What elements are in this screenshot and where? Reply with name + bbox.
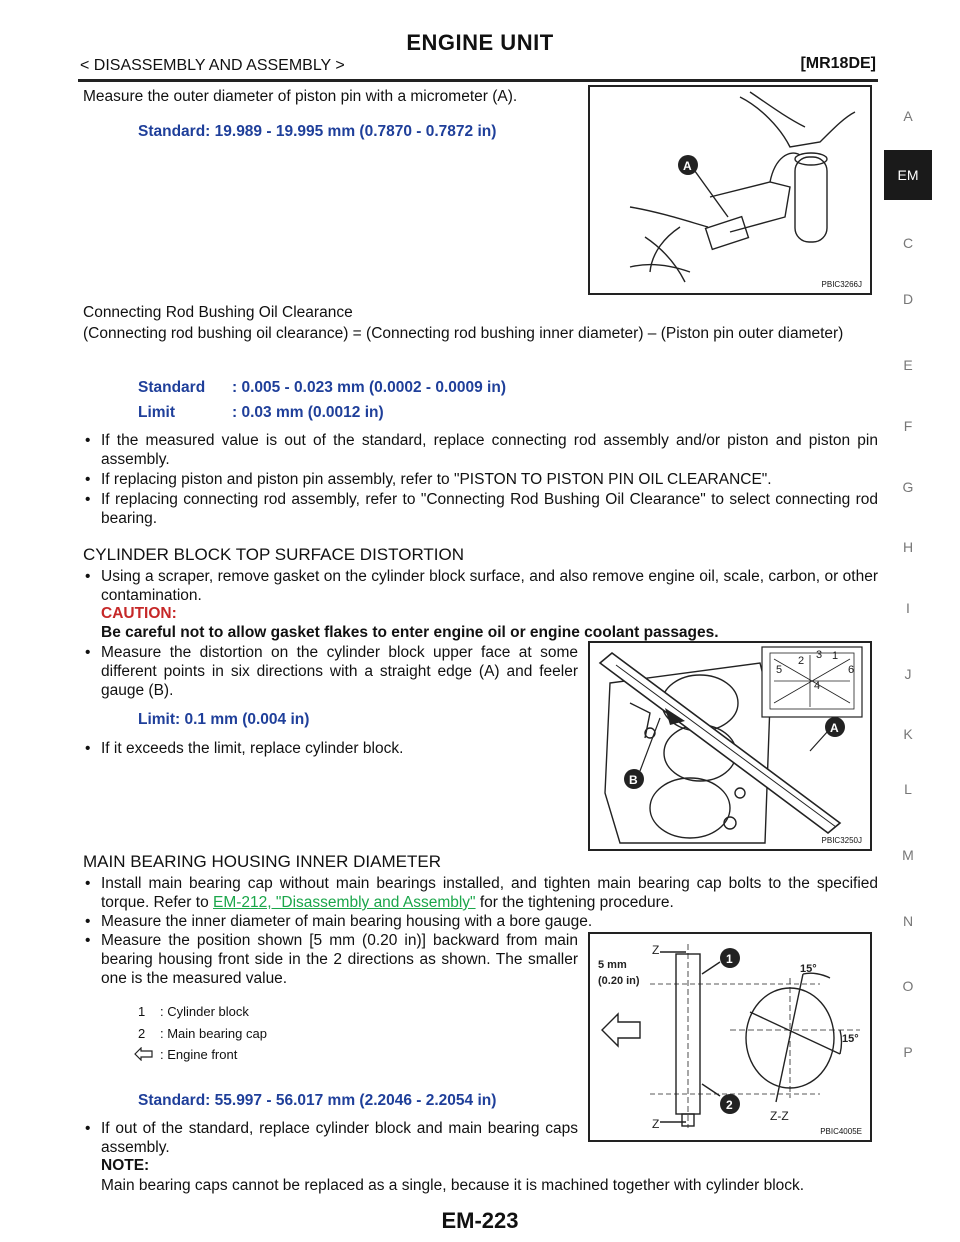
figure-code: PBIC3266J <box>821 280 862 289</box>
list-item: • If the measured value is out of the standard, replace connecting rod assembly and/or piston and piston pin assembly. <box>85 432 878 468</box>
bushing-formula: (Connecting rod bushing oil clearance) = (Connecting rod bushing inner diameter) – (Piston pin outer diameter) <box>83 325 844 342</box>
caution-label: CAUTION: <box>101 605 177 622</box>
figure-label-b: B <box>629 773 638 787</box>
fig-angle-right: 15° <box>842 1033 859 1045</box>
sidebar-item-l[interactable]: L <box>904 781 912 797</box>
fig-angle-top: 15° <box>800 963 817 975</box>
piston-pin-intro: Measure the outer diameter of piston pin with a micrometer (A). <box>83 88 518 105</box>
main-bearing-heading: MAIN BEARING HOUSING INNER DIAMETER <box>83 852 441 871</box>
piston-pin-standard: Standard: 19.989 - 19.995 mm (0.7870 - 0.7872 in) <box>138 123 497 140</box>
legend-row: 2 : Main bearing cap <box>138 1026 267 1041</box>
fig-z-top: Z <box>652 943 660 957</box>
note-text: Main bearing caps cannot be replaced as a single, because it is machined together with cylinder block. <box>101 1177 805 1194</box>
sidebar-item-p[interactable]: P <box>903 1044 913 1060</box>
em-212-link[interactable]: EM-212, "Disassembly and Assembly" <box>213 894 476 911</box>
sidebar-item-i[interactable]: I <box>906 600 910 616</box>
bushing-standard-label: Standard <box>138 379 206 396</box>
caution-text: Be careful not to allow gasket flakes to enter engine oil or engine coolant passages. <box>101 624 719 641</box>
main-bearing-figure <box>588 932 872 1142</box>
note-label: NOTE: <box>101 1157 150 1174</box>
list-item: • Install main bearing cap without main bearings installed, and tighten main bearing cap bolts to the specified torque. Refer to EM-212, "Disassembly and Assembly" for the tightening procedure. <box>85 875 878 911</box>
cylinder-block-illustration <box>590 643 870 849</box>
list-item: • Measure the inner diameter of main bearing housing with a bore gauge. <box>85 913 593 930</box>
list-item: • Measure the distortion on the cylinder block upper face at some different points in six directions with a straight edge (A) and feeler gauge (B). <box>85 644 578 699</box>
fig-dim-1: 5 mm <box>598 959 627 971</box>
sidebar-item-d[interactable]: D <box>902 291 914 307</box>
distortion-heading: CYLINDER BLOCK TOP SURFACE DISTORTION <box>83 545 465 564</box>
sidebar-item-m[interactable]: M <box>902 847 914 863</box>
direction-number: 3 <box>816 649 823 661</box>
page-title: ENGINE UNIT <box>406 30 554 55</box>
list-item: • If out of the standard, replace cylinder block and main bearing caps assembly. <box>85 1120 578 1156</box>
list-item: • Measure the position shown [5 mm (0.20 in)] backward from main bearing housing front side in the 2 directions as shown. The smaller one is the measured value. <box>85 932 578 987</box>
distortion-limit: Limit: 0.1 mm (0.004 in) <box>138 711 310 728</box>
bushing-subheading: Connecting Rod Bushing Oil Clearance <box>83 304 353 321</box>
fig-section-label: Z-Z <box>770 1109 789 1123</box>
fig-dim-2: (0.20 in) <box>598 975 640 987</box>
direction-number: 2 <box>798 655 805 667</box>
model-code: [MR18DE] <box>800 55 876 72</box>
legend-row: 1 : Cylinder block <box>138 1004 249 1019</box>
engine-front-arrow-icon <box>134 1047 154 1061</box>
micrometer-illustration <box>590 87 870 293</box>
figure-label-a: A <box>683 159 692 173</box>
micrometer-figure <box>588 85 872 295</box>
figure-callout-1: 1 <box>726 952 733 966</box>
page-number: EM-223 <box>441 1208 519 1233</box>
sidebar-item-f[interactable]: F <box>903 418 913 434</box>
bushing-standard-value: : 0.005 - 0.023 mm (0.0002 - 0.0009 in) <box>232 379 506 396</box>
legend-row: : Engine front <box>134 1047 154 1064</box>
figure-code: PBIC4005E <box>820 1127 862 1136</box>
sidebar-item-c[interactable]: C <box>902 235 914 251</box>
direction-number: 1 <box>832 650 839 662</box>
sidebar-item-a[interactable]: A <box>903 108 913 124</box>
list-item: • If replacing piston and piston pin assembly, refer to "PISTON TO PISTON PIN OIL CLEARANCE". <box>85 471 772 488</box>
sidebar-item-em[interactable]: EM <box>884 150 932 200</box>
sidebar-item-k[interactable]: K <box>903 726 913 742</box>
direction-number: 6 <box>848 664 855 676</box>
header-rule <box>78 79 878 82</box>
breadcrumb: < DISASSEMBLY AND ASSEMBLY > <box>80 57 345 74</box>
figure-code: PBIC3250J <box>821 836 862 845</box>
list-item: • If it exceeds the limit, replace cylinder block. <box>85 740 404 757</box>
cylinder-block-figure <box>588 641 872 851</box>
figure-label-a: A <box>830 721 839 735</box>
bushing-limit-value: : 0.03 mm (0.0012 in) <box>232 404 384 421</box>
bushing-limit-label: Limit <box>138 404 176 421</box>
sidebar-item-n[interactable]: N <box>902 913 914 929</box>
sidebar-item-g[interactable]: G <box>902 479 914 495</box>
list-item: • Using a scraper, remove gasket on the cylinder block surface, and also remove engine oil, scale, carbon, or other contamination. <box>85 568 878 604</box>
list-item: • If replacing connecting rod assembly, refer to "Connecting Rod Bushing Oil Clearance" to select connecting rod bearing. <box>85 491 878 527</box>
sidebar-item-h[interactable]: H <box>902 539 914 555</box>
main-bearing-standard: Standard: 55.997 - 56.017 mm (2.2046 - 2.2054 in) <box>138 1092 497 1109</box>
fig-z-bottom: Z <box>652 1117 660 1131</box>
sidebar-item-e[interactable]: E <box>903 357 913 373</box>
sidebar-item-o[interactable]: O <box>902 978 914 994</box>
figure-callout-2: 2 <box>726 1098 733 1112</box>
main-bearing-illustration <box>590 934 870 1140</box>
direction-number: 5 <box>776 664 783 676</box>
sidebar-item-j[interactable]: J <box>904 666 912 682</box>
direction-number: 4 <box>814 680 821 692</box>
